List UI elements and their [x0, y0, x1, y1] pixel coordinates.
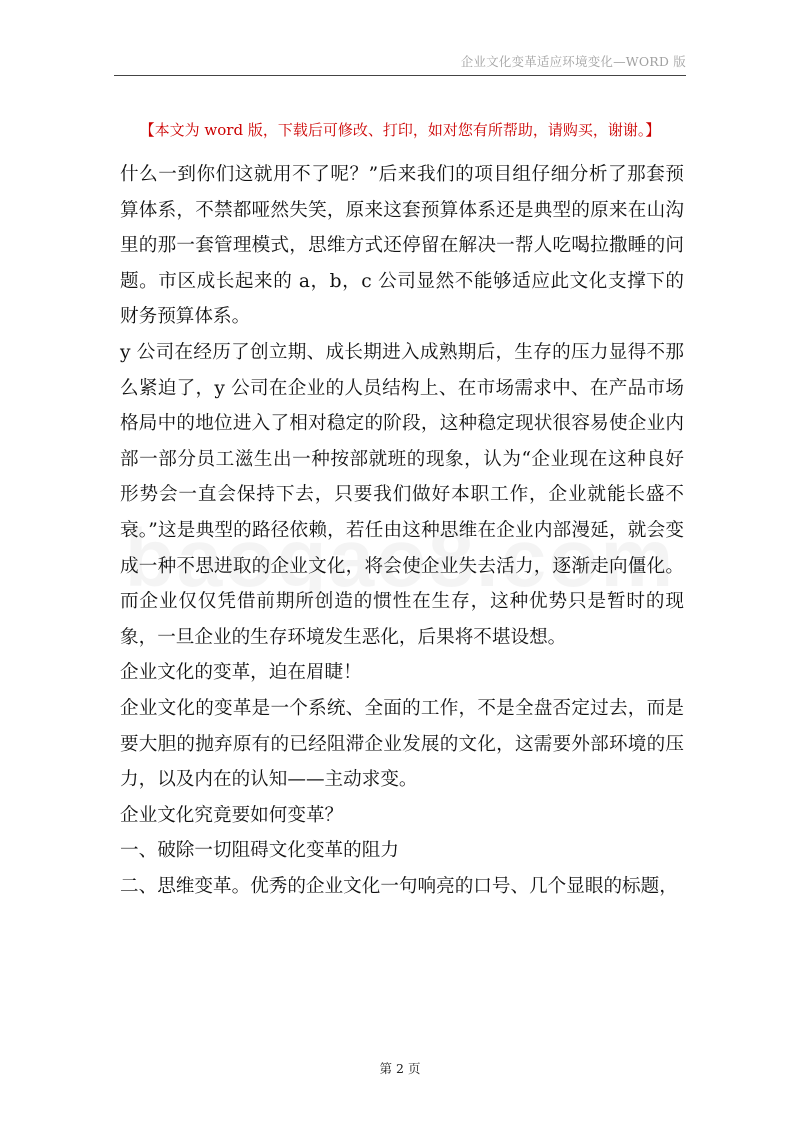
section-heading: 企业文化究竟要如何变革？ [120, 804, 344, 826]
header-divider [114, 75, 686, 76]
paragraph: 什么一到你们这就用不了呢？”后来我们的项目组仔细分析了那套预算体系，不禁都哑然失笑，原来这套预算体系还是典型的原来在山沟里的那一套管理模式，思维方式还停留在解决一帮人吃喝拉撒睡的问题。市区成长起来的 a，b，c 公司显然不能够适应此文化支撑下的财务预算体系。 [120, 164, 684, 328]
download-notice: 【本文为 word 版，下载后可修改、打印，如对您有所帮助，请购买，谢谢。】 [139, 121, 661, 139]
page-number: 第 2 页 [379, 1061, 421, 1076]
document-body [120, 157, 684, 904]
list-item: 一、破除一切阻碍文化变革的阻力 [120, 840, 399, 862]
list-item: 二、思维变革。优秀的企业文化一句响亮的口号、几个显眼的标题， [120, 875, 678, 897]
section-heading: 企业文化的变革，迫在眉睫！ [120, 662, 362, 684]
paragraph: 企业文化的变革是一个系统、全面的工作，不是全盘否定过去，而是要大胆的抛弃原有的已经阻滞企业发展的文化，这需要外部环境的压力，以及内在的认知——主动求变。 [120, 697, 684, 791]
paragraph: y 公司在经历了创立期、成长期进入成熟期后，生存的压力显得不那么紧迫了，y 公司在企业的人员结构上、在市场需求中、在产品市场格局中的地位进入了相对稳定的阶段，这种稳定现状很容易使企业内部一部分员工滋生出一种按部就班的现象，认为“企业现在这种良好形势会一直会保持下去，只要我们做好本职工作，企业就能长盛不衰。”这是典型的路径依赖，若任由这种思维在企业内部漫延，就会变成一种不思进取的企业文化，将会使企业失去活力，逐渐走向僵化。而企业仅仅凭借前期所创造的惯性在生存，这种优势只是暂时的现象，一旦企业的生存环境发生恶化，后果将不堪设想。 [120, 341, 684, 648]
running-header-title: 企业文化变革适应环境变化—WORD 版 [460, 54, 686, 69]
